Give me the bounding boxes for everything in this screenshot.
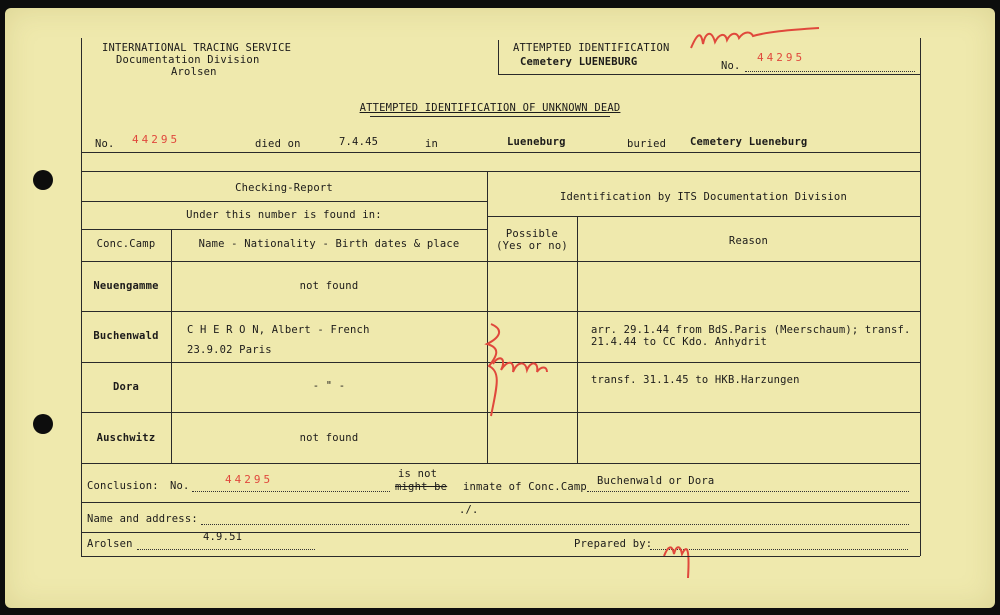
died-on-value: 7.4.45	[339, 136, 379, 148]
col-reason-header: Reason	[728, 235, 769, 247]
attempted-id-place: Cemetery LUENEBURG	[520, 56, 638, 68]
handwritten-none	[687, 16, 827, 56]
row-reason: transf. 31.1.45 to HKB.Harzungen	[591, 374, 800, 386]
org-name: INTERNATIONAL TRACING SERVICE	[102, 42, 292, 54]
punch-hole-top	[33, 170, 53, 190]
buried-place: Cemetery Lueneburg	[690, 136, 808, 148]
col-possible-header: Possible	[505, 228, 559, 240]
in-label: in	[425, 138, 439, 150]
org-city: Arolsen	[171, 66, 217, 78]
header-no-value: 44295	[757, 51, 806, 64]
row-camp: Neuengamme	[93, 280, 159, 292]
col-camp-header: Conc.Camp	[96, 238, 156, 250]
punch-hole-bottom	[33, 414, 53, 434]
prepared-by-signature	[660, 526, 700, 582]
checking-report-subtitle: Under this number is found in:	[186, 209, 382, 221]
record-no-label: No.	[95, 138, 115, 150]
col-name-header: Name - Nationality - Birth dates & place	[198, 238, 460, 250]
conclusion-camps: Buchenwald or Dora	[597, 475, 715, 487]
checking-report-title: Checking-Report	[235, 182, 333, 194]
conclusion-struck-text: might be	[395, 481, 448, 493]
identification-title: Identification by ITS Documentation Division	[560, 191, 847, 203]
footer-place: Arolsen	[87, 538, 133, 550]
conclusion-inmate-of: inmate of Conc.Camp	[463, 481, 587, 493]
form-title: ATTEMPTED IDENTIFICATION OF UNKNOWN DEAD	[359, 102, 621, 114]
col-possible-header-note: (Yes or no)	[496, 240, 568, 252]
row-camp: Buchenwald	[93, 330, 159, 342]
row-camp: Auschwitz	[96, 432, 156, 444]
conclusion-no-label: No.	[170, 480, 190, 492]
died-on-label: died on	[255, 138, 301, 150]
row-name: not found	[299, 280, 359, 292]
name-address-value: ./.	[459, 504, 479, 516]
row-name: - " -	[312, 380, 346, 392]
footer-date: 4.9.51	[203, 531, 243, 543]
row-name: not found	[299, 432, 359, 444]
conclusion-no-value: 44295	[225, 473, 274, 486]
prepared-by-label: Prepared by:	[574, 538, 653, 550]
name-address-label: Name and address:	[87, 513, 198, 525]
conclusion-is-not: is not	[398, 468, 438, 480]
row-camp: Dora	[112, 381, 140, 393]
row-reason: arr. 29.1.44 from BdS.Paris (Meerschaum); transf.	[591, 324, 911, 336]
died-place: Lueneburg	[507, 136, 566, 148]
row-name: C H E R O N, Albert - French	[187, 324, 370, 336]
document-card	[5, 8, 995, 608]
row-birth: 23.9.02 Paris	[187, 344, 272, 356]
buried-label: buried	[627, 138, 667, 150]
org-division: Documentation Division	[116, 54, 260, 66]
conclusion-label: Conclusion:	[87, 480, 159, 492]
attempted-id-title: ATTEMPTED IDENTIFICATION	[513, 42, 670, 54]
row-reason-cont: 21.4.44 to CC Kdo. Anhydrit	[591, 336, 768, 348]
record-no-value: 44295	[132, 133, 181, 146]
handwritten-possible-mark	[477, 320, 577, 420]
header-no-label: No.	[721, 60, 741, 72]
